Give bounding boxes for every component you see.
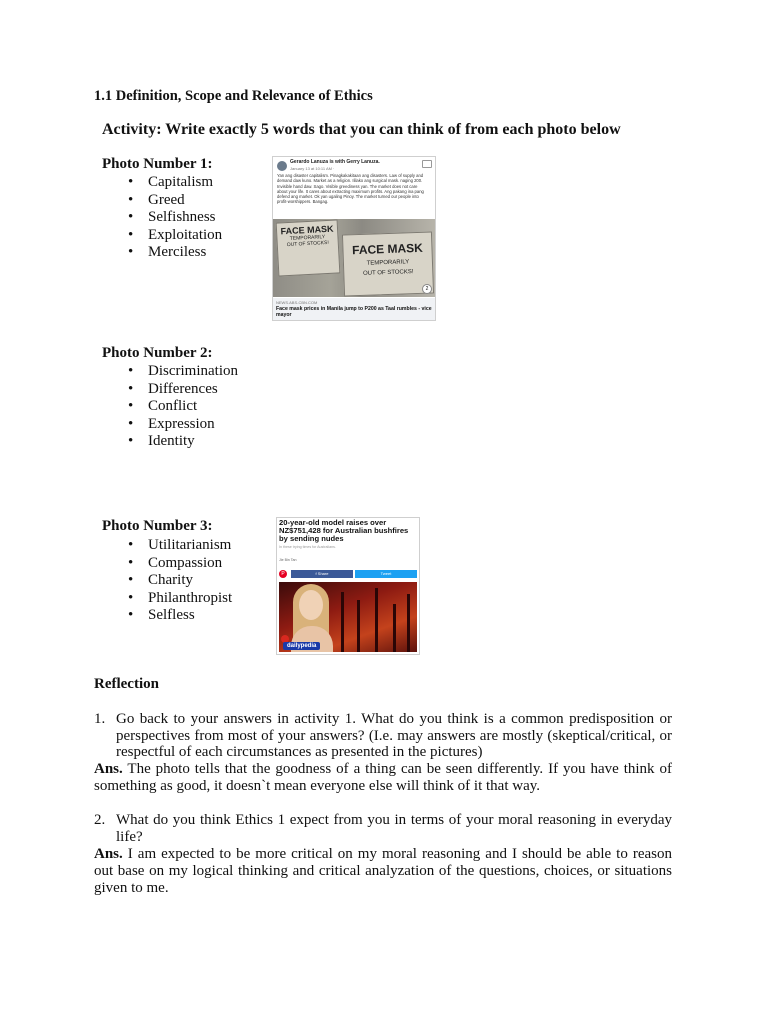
photo-1-label: Photo Number 1:: [102, 156, 213, 172]
tree-silhouette: [375, 588, 378, 652]
photo-1-facebook-post: [272, 156, 436, 321]
list-item: • Charity: [128, 572, 232, 590]
reflection-title: Reflection: [94, 676, 159, 692]
photo-3-word-list: [128, 537, 232, 625]
article-author: Jie Bin Tan: [279, 558, 297, 562]
brand-watermark: dailypedia: [283, 642, 320, 650]
list-item: • Selfishness: [128, 209, 222, 227]
post-text: Yan ang disaster capitalism. Pinagkakakitaan ang disasters. Law of supply and demand daw kuno. Market as a religion. Ililako ang surgical mask. naging 200. Invisible hand daw. Sago. Visible greediness yan. The market does not care about your life. It cares about extracting maximum profits. Ang pakang ina pang defend ang market. Ok yan ugaling Pinoy. The market turned our people into profit-worshippers. Bangag.: [277, 173, 424, 205]
model-figure: [299, 590, 323, 620]
more-options-icon: [422, 160, 432, 168]
share-count-badge: 2: [422, 284, 432, 294]
list-item: • Utilitarianism: [128, 537, 232, 555]
tweet-button: Tweet: [355, 570, 417, 578]
sign-title: FACE MASK: [351, 240, 424, 258]
sign-title: FACE MASK: [280, 223, 334, 237]
answer-2: [94, 846, 672, 896]
link-source: NEWS.ABS-CBN.COM: [276, 300, 318, 305]
answer-label: Ans.: [94, 761, 123, 777]
list-item: • Compassion: [128, 555, 232, 573]
tree-silhouette: [357, 600, 360, 652]
list-item: • Expression: [128, 416, 238, 434]
avatar: [277, 161, 287, 171]
section-title: 1.1 Definition, Scope and Relevance of Ethics: [94, 88, 373, 104]
face-mask-photo: [273, 219, 435, 297]
post-header: [273, 157, 435, 219]
question-number: 1.: [94, 711, 106, 727]
list-item: • Exploitation: [128, 227, 222, 245]
answer-1: [94, 761, 672, 795]
face-mask-sign: [276, 219, 341, 276]
face-mask-sign: [342, 231, 434, 296]
list-item: • Philanthropist: [128, 590, 232, 608]
pinterest-icon: P: [279, 570, 287, 578]
answer-text: I am expected to be more critical on my moral reasoning and I should be able to reason out base on my logical thinking and critical analyzation of the questions, choices, or situations given to me.: [94, 846, 672, 896]
question-2: What do you think Ethics 1 expect from you in terms of your moral reasoning in everyday life?: [116, 812, 672, 845]
tree-silhouette: [407, 594, 410, 652]
sign-line: OUT OF STOCKS!: [286, 239, 329, 249]
list-item: • Identity: [128, 433, 238, 451]
article-subtitle: In these trying times for Australians.: [279, 545, 336, 549]
bushfire-model-photo: [279, 582, 417, 652]
answer-label: Ans.: [94, 846, 123, 862]
list-item: • Differences: [128, 381, 238, 399]
question-1: Go back to your answers in activity 1. What do you think is a common predisposition or perspectives from most of your answers? (I.e. may answers are mostly (skeptical/critical, or respectful of each circumstances as presented in the pictures): [116, 711, 672, 760]
tree-silhouette: [341, 592, 344, 652]
photo-2-label: Photo Number 2:: [102, 345, 213, 361]
tree-silhouette: [393, 604, 396, 652]
post-date: January 13 at 10:11 AM ·: [290, 166, 335, 171]
article-title: 20-year-old model raises over NZ$751,428 for Australian bushfires by sending nudes: [279, 518, 409, 543]
list-item: • Discrimination: [128, 363, 238, 381]
poster-name: Gerardo Lanuza is with Gerry Lanuza.: [290, 159, 380, 165]
list-item: • Conflict: [128, 398, 238, 416]
photo-3-news-article: [276, 517, 420, 655]
list-item: • Merciless: [128, 244, 222, 262]
list-item: • Capitalism: [128, 174, 222, 192]
list-item: • Greed: [128, 192, 222, 210]
question-number: 2.: [94, 812, 106, 828]
sign-line: TEMPORARILY: [366, 259, 410, 267]
link-preview-footer: [273, 298, 435, 320]
photo-1-word-list: [128, 174, 222, 262]
sign-line: TEMPORARILY: [289, 234, 326, 242]
facebook-share-button: f Share: [291, 570, 353, 578]
photo-3-label: Photo Number 3:: [102, 518, 213, 534]
list-item: • Selfless: [128, 607, 232, 625]
sign-line: OUT OF STOCKS!: [362, 269, 414, 277]
photo-2-word-list: [128, 363, 238, 451]
link-headline: Face mask prices in Manila jump to P200 as Taal rumbles - vice mayor: [276, 306, 432, 318]
answer-text: The photo tells that the goodness of a thing can be seen differently. If you have think of something as good, it doesn`t mean everyone else will think of it that way.: [94, 761, 672, 794]
activity-title: Activity: Write exactly 5 words that you can think of from each photo below: [102, 121, 621, 138]
